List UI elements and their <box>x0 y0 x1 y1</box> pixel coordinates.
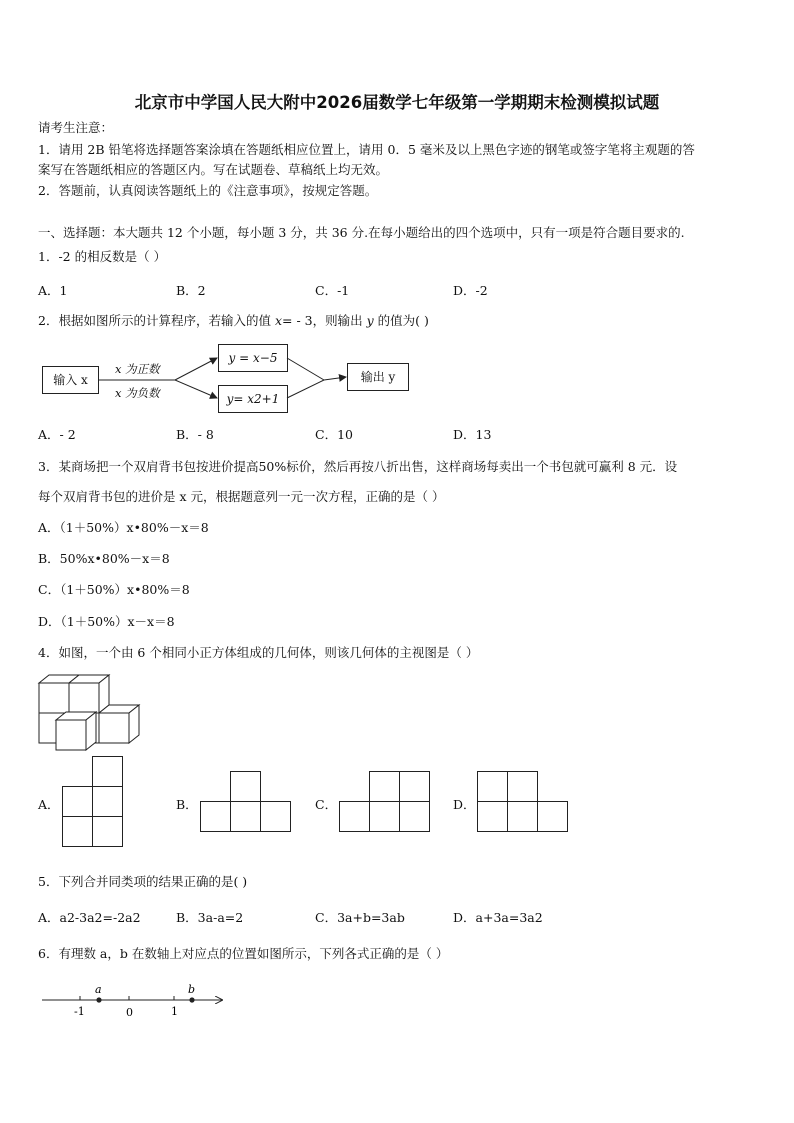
q4-option-d-figure[interactable] <box>477 771 569 833</box>
q2-stem-post: 的值为( ) <box>373 313 429 328</box>
cube-solid-figure <box>36 672 146 752</box>
notice-item-1: 1．请用 2B 铅笔将选择题答案涂填在答题纸相应位置上，请用 0．5 毫米及以上黑色字迹的钢笔或签字笔将主观题的答 <box>38 142 695 157</box>
q5-option-c[interactable]: C．3a+b=3ab <box>315 910 405 925</box>
tick-label-minus-one: -1 <box>74 1005 85 1018</box>
q3-option-a[interactable]: A．（1＋50%）x•80%－x＝8 <box>38 520 209 535</box>
notice-heading: 请考生注意： <box>38 120 114 135</box>
q2-option-d[interactable]: D．13 <box>453 427 492 442</box>
question-4-stem: 4．如图，一个由 6 个相同小正方体组成的几何体，则该几何体的主视图是（ ） <box>38 645 479 660</box>
q2-stem-x: x <box>274 313 282 328</box>
question-5-stem: 5．下列合并同类项的结果正确的是( ) <box>38 874 248 889</box>
q2-stem-y: y <box>366 313 374 328</box>
flow-output-box: 输出 y <box>347 363 409 391</box>
q3-option-d[interactable]: D．（1＋50%）x－x＝8 <box>38 614 175 629</box>
label-b: b <box>188 983 196 996</box>
point-b <box>189 997 194 1002</box>
q4-option-c-figure[interactable] <box>339 771 431 833</box>
question-1-stem: 1．-2 的相反数是（ ） <box>38 249 167 264</box>
q1-option-a[interactable]: A．1 <box>38 283 68 298</box>
number-line <box>38 983 228 1023</box>
label-a: a <box>95 983 102 996</box>
section-heading: 一、选择题：本大题共 12 个小题，每小题 3 分，共 36 分.在每小题给出的四个选项中，只有一项是符合题目要求的. <box>38 225 685 240</box>
q4-option-b-label[interactable]: B． <box>176 797 198 812</box>
q4-option-d-label[interactable]: D． <box>453 797 476 812</box>
page-title: 北京市中学国人民大附中2026届数学七年级第一学期期末检测模拟试题 <box>134 93 660 112</box>
question-3-line-1: 3．某商场把一个双肩背书包按进价提高50%标价，然后再按八折出售，这样商场每卖出一个书包就可赢利 8 元．设 <box>38 459 678 474</box>
tick-label-zero: 0 <box>126 1006 133 1019</box>
q1-option-b[interactable]: B．2 <box>176 283 206 298</box>
tick-label-one: 1 <box>171 1005 178 1018</box>
q3-option-b[interactable]: B．50%x•80%－x＝8 <box>38 551 170 566</box>
point-a <box>96 997 101 1002</box>
q4-option-c-label[interactable]: C． <box>315 797 338 812</box>
notice-item-2: 2．答题前，认真阅读答题纸上的《注意事项》，按规定答题。 <box>38 183 378 198</box>
notice-item-1-cont: 案写在答题纸相应的答题区内。写在试题卷、草稿纸上均无效。 <box>38 162 389 177</box>
q4-option-b-figure[interactable] <box>200 771 292 833</box>
q4-option-a-label[interactable]: A． <box>38 797 60 812</box>
flow-positive-label: x 为正数 <box>115 362 160 376</box>
q5-option-d[interactable]: D．a+3a=3a2 <box>453 910 543 925</box>
q2-stem-mid: = - 3，则输出 <box>282 313 367 328</box>
q2-stem-pre: 2．根据如图所示的计算程序，若输入的值 <box>38 313 275 328</box>
q5-option-a[interactable]: A．a2-3a2=-2a2 <box>38 910 141 925</box>
q2-option-c[interactable]: C．10 <box>315 427 353 442</box>
question-3-line-2: 每个双肩背书包的进价是 x 元，根据题意列一元一次方程，正确的是（ ） <box>38 489 445 504</box>
q5-option-b[interactable]: B．3a-a=2 <box>176 910 244 925</box>
flow-negative-label: x 为负数 <box>115 386 160 400</box>
q3-option-c[interactable]: C．（1＋50%）x•80%＝8 <box>38 582 190 597</box>
q1-option-c[interactable]: C．-1 <box>315 283 350 298</box>
question-6-stem: 6．有理数 a，b 在数轴上对应点的位置如图所示，下列各式正确的是（ ） <box>38 946 449 961</box>
q1-option-d[interactable]: D．-2 <box>453 283 488 298</box>
q2-option-a[interactable]: A．- 2 <box>38 427 76 442</box>
question-2-stem <box>38 313 429 329</box>
flow-branch-positive: y = x−5 <box>218 344 288 372</box>
flow-input-box: 输入 x <box>42 366 99 394</box>
q4-option-a-figure[interactable] <box>62 756 124 848</box>
flow-branch-negative: y= x2+1 <box>218 385 288 413</box>
q2-option-b[interactable]: B．- 8 <box>176 427 214 442</box>
